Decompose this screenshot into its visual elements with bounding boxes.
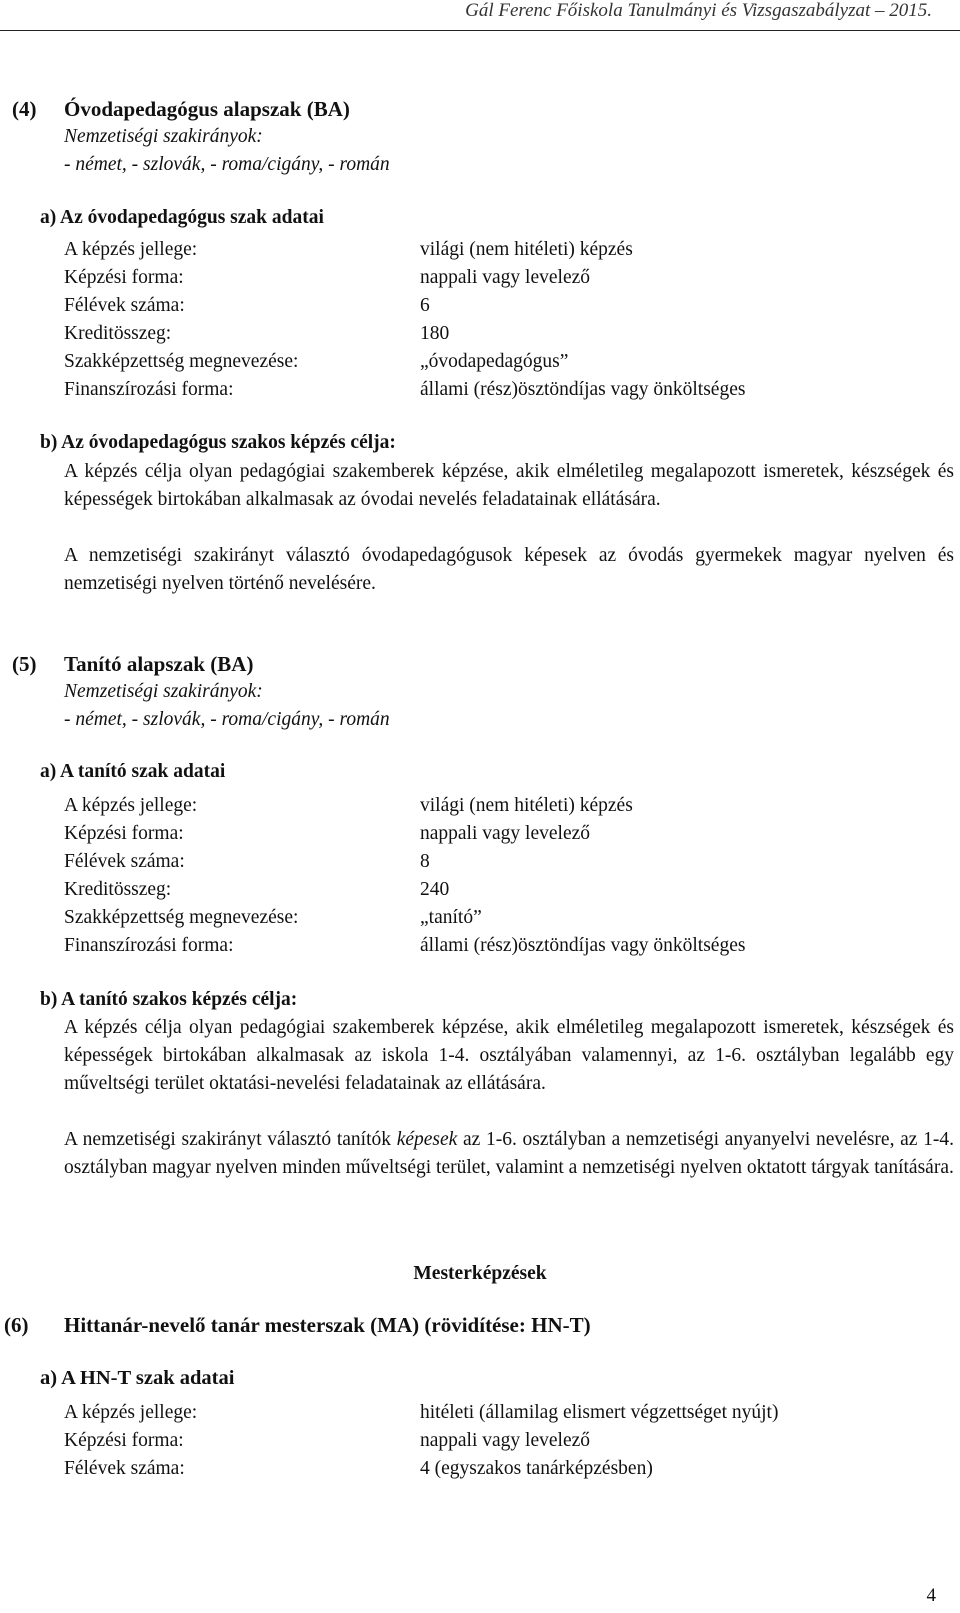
s6-row-label: Félévek száma: <box>64 1458 185 1479</box>
s4-row-value: világi (nem hitéleti) képzés <box>420 239 633 260</box>
section-4a-heading: a) Az óvodapedagógus szak adatai <box>40 207 324 228</box>
paragraph-text: az 1-6. osztályban a nemzetiségi anyanyelvi nevelésre, az 1-4. osztályban magyar nyelven minden műveltségi terület, valamint a nemzetiségi nyelven oktatott tárgyak tanítására. <box>64 1129 954 1178</box>
s4-row-label: Finanszírozási forma: <box>64 379 234 400</box>
section-5-title: Tanító alapszak (BA) <box>64 652 254 676</box>
section-4b-paragraph-2: A nemzetiségi szakirányt választó óvodapedagógusok képesek az óvodás gyermekek magyar nyelven és nemzetiségi nyelven történő nevelésére. <box>64 545 954 594</box>
section-4-nemz-list: - német, - szlovák, - roma/cigány, - román <box>64 154 390 175</box>
s5-row-value: „tanító” <box>420 907 482 928</box>
section-4b-heading: b) Az óvodapedagógus szakos képzés célja: <box>40 432 396 453</box>
s6-row-label: Képzési forma: <box>64 1430 184 1451</box>
section-4-title: Óvodapedagógus alapszak (BA) <box>64 97 350 121</box>
section-4-nemz-label: Nemzetiségi szakirányok: <box>64 126 263 147</box>
s4-row-label: Képzési forma: <box>64 267 184 288</box>
paragraph-text: A nemzetiségi szakirányt választó tanítók <box>64 1129 397 1150</box>
s6-row-label: A képzés jellege: <box>64 1402 198 1423</box>
s6-row-value: 4 (egyszakos tanárképzésben) <box>420 1458 653 1479</box>
s5-row-value: világi (nem hitéleti) képzés <box>420 795 633 816</box>
s4-row-value: 180 <box>420 323 450 344</box>
s4-row-value: „óvodapedagógus” <box>420 351 569 372</box>
section-4b-paragraph-1: A képzés célja olyan pedagógiai szakemberek képzése, akik elméletileg megalapozott ismeretek, készségek és képességek birtokában alkalmasak az óvodai nevelés feladatainak ellátására. <box>64 461 954 510</box>
section-5b-paragraph-1: A képzés célja olyan pedagógiai szakemberek képzése, akik elméletileg megalapozott ismeretek, készségek és képességek birtokában alkalmasak az iskola 1-4. osztályában valamennyi, az 1-6. osztályban legalább egy műveltségi terület oktatási-nevelési feladatainak az ellátására. <box>64 1017 954 1094</box>
s5-row-value: 8 <box>420 851 430 872</box>
section-5-nemz-list: - német, - szlovák, - roma/cigány, - román <box>64 709 390 730</box>
header-rule <box>0 30 960 31</box>
s5-row-label: Kreditösszeg: <box>64 879 172 900</box>
s4-row-label: Félévek száma: <box>64 295 185 316</box>
section-4-number: (4) <box>12 97 37 121</box>
s5-row-label: A képzés jellege: <box>64 795 198 816</box>
section-6a-heading: a) A HN-T szak adatai <box>40 1367 235 1389</box>
mesterkepzesek-heading: Mesterképzések <box>413 1263 547 1284</box>
s5-row-label: Finanszírozási forma: <box>64 935 234 956</box>
s5-row-label: Félévek száma: <box>64 851 185 872</box>
section-6-number: (6) <box>4 1313 29 1337</box>
emphasized-text: képesek <box>396 1129 458 1150</box>
section-5b-paragraph-2 <box>64 1126 954 1182</box>
s5-row-value: állami (rész)ösztöndíjas vagy önköltséges <box>420 935 746 956</box>
s5-row-value: nappali vagy levelező <box>420 823 591 844</box>
s5-row-value: 240 <box>420 879 450 900</box>
s4-row-label: A képzés jellege: <box>64 239 198 260</box>
s4-row-label: Kreditösszeg: <box>64 323 172 344</box>
section-5a-heading: a) A tanító szak adatai <box>40 761 226 782</box>
s4-row-value: 6 <box>420 295 430 316</box>
s4-row-label: Szakképzettség megnevezése: <box>64 351 299 372</box>
s5-row-label: Képzési forma: <box>64 823 184 844</box>
s4-row-value: nappali vagy levelező <box>420 267 591 288</box>
s6-row-value: nappali vagy levelező <box>420 1430 591 1451</box>
page-number: 4 <box>926 1585 936 1606</box>
section-5-number: (5) <box>12 652 37 676</box>
section-6-title: Hittanár-nevelő tanár mesterszak (MA) (rövidítése: HN-T) <box>64 1313 591 1337</box>
header-title: Gál Ferenc Főiskola Tanulmányi és Vizsgaszabályzat – 2015. <box>465 0 932 21</box>
s5-row-label: Szakképzettség megnevezése: <box>64 907 299 928</box>
s6-row-value: hitéleti (államilag elismert végzettséget nyújt) <box>420 1402 779 1423</box>
section-5-nemz-label: Nemzetiségi szakirányok: <box>64 681 263 702</box>
s4-row-value: állami (rész)ösztöndíjas vagy önköltséges <box>420 379 746 400</box>
section-5b-heading: b) A tanító szakos képzés célja: <box>40 989 298 1010</box>
